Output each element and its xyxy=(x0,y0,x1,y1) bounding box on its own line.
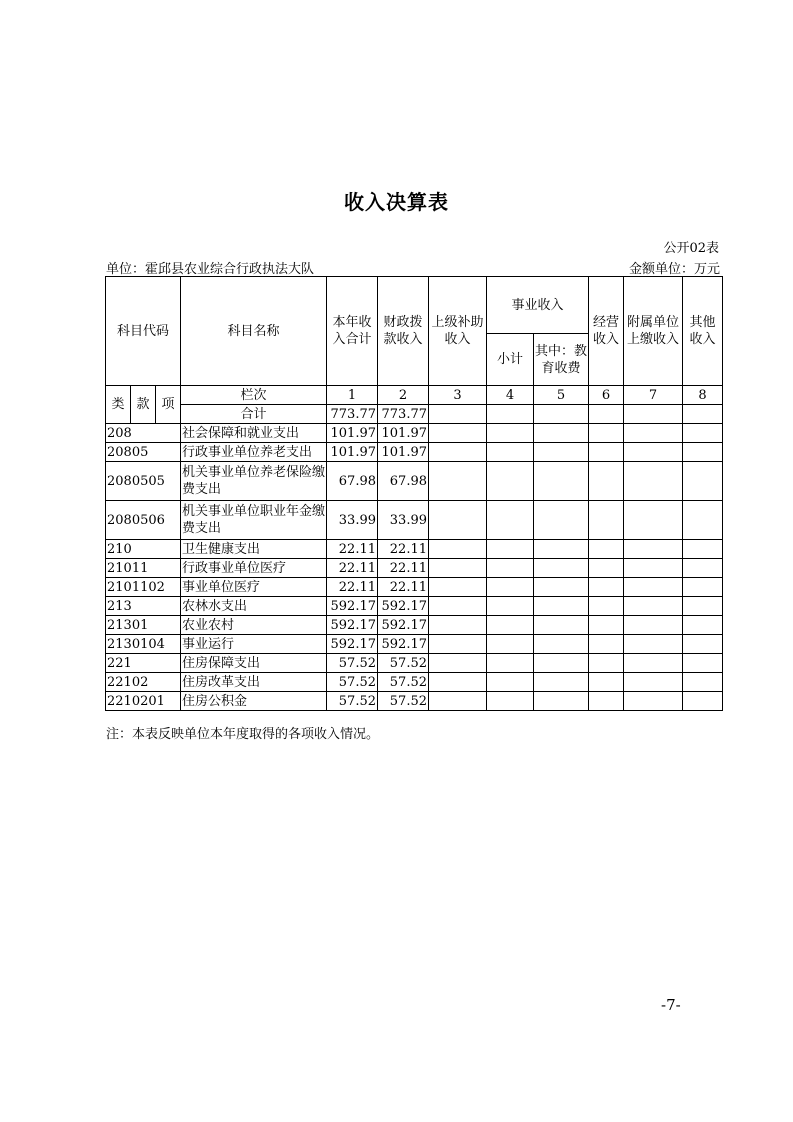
empty-cell xyxy=(534,616,589,635)
empty-cell xyxy=(683,692,723,711)
column-number: 2 xyxy=(378,386,429,405)
empty-cell xyxy=(487,654,534,673)
column-number: 8 xyxy=(683,386,723,405)
empty-cell xyxy=(683,673,723,692)
header-operating-income: 经营收入 xyxy=(589,277,624,386)
empty-cell xyxy=(683,424,723,443)
total-income-value: 773.77 xyxy=(327,405,378,424)
empty-cell xyxy=(624,462,683,501)
empty-cell xyxy=(589,443,624,462)
column-number: 7 xyxy=(624,386,683,405)
header-affiliated-income: 附属单位上缴收入 xyxy=(624,277,683,386)
table-row xyxy=(106,578,723,597)
subject-name-cell: 机关事业单位养老保险缴费支出 xyxy=(181,462,327,501)
total-income-cell: 33.99 xyxy=(327,501,378,540)
total-income-cell: 22.11 xyxy=(327,559,378,578)
subject-code-cell: 2101102 xyxy=(106,578,181,597)
table-row xyxy=(106,443,723,462)
fiscal-allocation-cell: 22.11 xyxy=(378,578,429,597)
subject-name-cell: 卫生健康支出 xyxy=(181,540,327,559)
subject-code-cell: 213 xyxy=(106,597,181,616)
total-income-cell: 67.98 xyxy=(327,462,378,501)
empty-cell xyxy=(487,597,534,616)
empty-cell xyxy=(534,597,589,616)
empty-cell xyxy=(429,635,487,654)
empty-cell xyxy=(624,559,683,578)
empty-cell xyxy=(534,635,589,654)
form-code: 公开02表 xyxy=(663,241,719,256)
unit-row xyxy=(106,258,720,277)
empty-cell xyxy=(487,578,534,597)
subject-code-cell: 2210201 xyxy=(106,692,181,711)
empty-cell xyxy=(487,443,534,462)
empty-cell xyxy=(624,501,683,540)
subject-code-cell: 2130104 xyxy=(106,635,181,654)
subject-code-cell: 208 xyxy=(106,424,181,443)
empty-cell xyxy=(683,501,723,540)
table-row xyxy=(106,501,723,540)
footnote: 注：本表反映单位本年度取得的各项收入情况。 xyxy=(106,727,380,742)
header-superior-subsidy: 上级补助收入 xyxy=(429,277,487,386)
empty-cell xyxy=(589,635,624,654)
empty-cell xyxy=(683,654,723,673)
empty-cell xyxy=(624,424,683,443)
fiscal-allocation-cell: 57.52 xyxy=(378,673,429,692)
table-row xyxy=(106,692,723,711)
empty-cell xyxy=(589,501,624,540)
empty-cell xyxy=(429,462,487,501)
header-subtotal: 小计 xyxy=(487,334,534,386)
empty-cell xyxy=(534,501,589,540)
total-income-cell: 592.17 xyxy=(327,616,378,635)
empty-cell xyxy=(589,654,624,673)
subject-name-cell: 事业单位医疗 xyxy=(181,578,327,597)
total-row xyxy=(106,405,723,424)
header-fiscal-allocation: 财政拨款收入 xyxy=(378,277,429,386)
total-income-cell: 592.17 xyxy=(327,635,378,654)
empty-cell xyxy=(624,673,683,692)
subject-name-cell: 农业农村 xyxy=(181,616,327,635)
page-title: 收入决算表 xyxy=(344,190,449,214)
header-category: 类 xyxy=(106,386,131,424)
header-other-income: 其他收入 xyxy=(683,277,723,386)
page-number: -7- xyxy=(661,996,681,1014)
empty-cell xyxy=(534,462,589,501)
empty-cell xyxy=(487,424,534,443)
empty-cell xyxy=(589,597,624,616)
table-row xyxy=(106,540,723,559)
fiscal-allocation-cell: 22.11 xyxy=(378,540,429,559)
empty-cell xyxy=(429,443,487,462)
empty-cell xyxy=(534,424,589,443)
empty-cell xyxy=(534,673,589,692)
empty-cell xyxy=(683,462,723,501)
fiscal-allocation-cell: 101.97 xyxy=(378,443,429,462)
fiscal-allocation-cell: 57.52 xyxy=(378,654,429,673)
subject-code-cell: 210 xyxy=(106,540,181,559)
subject-code-cell: 221 xyxy=(106,654,181,673)
table-row xyxy=(106,462,723,501)
empty-cell xyxy=(487,559,534,578)
empty-cell xyxy=(589,616,624,635)
empty-cell xyxy=(589,462,624,501)
table-row xyxy=(106,654,723,673)
empty-cell xyxy=(429,692,487,711)
unit-label: 单位：霍邱县农业综合行政执法大队 xyxy=(106,262,315,277)
empty-cell xyxy=(429,597,487,616)
table-body xyxy=(106,424,723,711)
table-row xyxy=(106,673,723,692)
empty-cell xyxy=(534,559,589,578)
empty-cell xyxy=(429,654,487,673)
total-label: 合计 xyxy=(181,405,327,424)
subject-name-cell: 社会保障和就业支出 xyxy=(181,424,327,443)
subject-code-cell: 22102 xyxy=(106,673,181,692)
empty-cell xyxy=(429,616,487,635)
empty-cell xyxy=(683,597,723,616)
empty-cell xyxy=(683,616,723,635)
column-label: 栏次 xyxy=(181,386,327,405)
empty-cell xyxy=(624,616,683,635)
empty-cell xyxy=(429,540,487,559)
fiscal-allocation-cell: 101.97 xyxy=(378,424,429,443)
empty-cell xyxy=(534,692,589,711)
column-number: 4 xyxy=(487,386,534,405)
empty-cell xyxy=(487,635,534,654)
header-subject-name: 科目名称 xyxy=(181,277,327,386)
subject-name-cell: 住房公积金 xyxy=(181,692,327,711)
income-table xyxy=(105,276,723,711)
empty-cell xyxy=(589,424,624,443)
empty-cell xyxy=(589,540,624,559)
subject-code-cell: 20805 xyxy=(106,443,181,462)
empty-cell xyxy=(624,635,683,654)
header-total-income: 本年收入合计 xyxy=(327,277,378,386)
empty-cell xyxy=(429,501,487,540)
total-income-cell: 57.52 xyxy=(327,673,378,692)
empty-cell xyxy=(683,578,723,597)
empty-cell xyxy=(624,692,683,711)
column-number: 1 xyxy=(327,386,378,405)
empty-cell xyxy=(429,559,487,578)
subject-name-cell: 事业运行 xyxy=(181,635,327,654)
table-row xyxy=(106,559,723,578)
fiscal-allocation-cell: 22.11 xyxy=(378,559,429,578)
amount-unit-label: 金额单位：万元 xyxy=(628,262,720,277)
table-row xyxy=(106,424,723,443)
empty-cell xyxy=(429,673,487,692)
subject-name-cell: 农林水支出 xyxy=(181,597,327,616)
empty-cell xyxy=(589,692,624,711)
empty-cell xyxy=(487,673,534,692)
fiscal-allocation-cell: 592.17 xyxy=(378,616,429,635)
subject-name-cell: 住房改革支出 xyxy=(181,673,327,692)
subject-name-cell: 行政事业单位养老支出 xyxy=(181,443,327,462)
subject-name-cell: 行政事业单位医疗 xyxy=(181,559,327,578)
table-row xyxy=(106,616,723,635)
column-number: 5 xyxy=(534,386,589,405)
empty-cell xyxy=(683,540,723,559)
total-income-cell: 592.17 xyxy=(327,597,378,616)
empty-cell xyxy=(534,578,589,597)
header-subject-code: 科目代码 xyxy=(106,277,181,386)
empty-cell xyxy=(683,635,723,654)
table-row xyxy=(106,597,723,616)
header-section: 款 xyxy=(131,386,156,424)
total-income-cell: 57.52 xyxy=(327,654,378,673)
empty-cell xyxy=(624,597,683,616)
column-number: 3 xyxy=(429,386,487,405)
total-income-cell: 101.97 xyxy=(327,443,378,462)
empty-cell xyxy=(589,578,624,597)
subject-name-cell: 住房保障支出 xyxy=(181,654,327,673)
header-business-income: 事业收入 xyxy=(487,277,589,334)
total-fiscal-value: 773.77 xyxy=(378,405,429,424)
empty-cell xyxy=(429,578,487,597)
table-row xyxy=(106,635,723,654)
empty-cell xyxy=(429,424,487,443)
column-number: 6 xyxy=(589,386,624,405)
empty-cell xyxy=(624,443,683,462)
empty-cell xyxy=(589,673,624,692)
fiscal-allocation-cell: 57.52 xyxy=(378,692,429,711)
empty-cell xyxy=(534,443,589,462)
empty-cell xyxy=(534,654,589,673)
empty-cell xyxy=(487,692,534,711)
empty-cell xyxy=(683,443,723,462)
empty-cell xyxy=(624,578,683,597)
empty-cell xyxy=(534,540,589,559)
total-income-cell: 22.11 xyxy=(327,578,378,597)
subject-code-cell: 21011 xyxy=(106,559,181,578)
total-income-cell: 101.97 xyxy=(327,424,378,443)
fiscal-allocation-cell: 33.99 xyxy=(378,501,429,540)
fiscal-allocation-cell: 592.17 xyxy=(378,635,429,654)
empty-cell xyxy=(487,501,534,540)
empty-cell xyxy=(683,559,723,578)
empty-cell xyxy=(487,616,534,635)
total-income-cell: 22.11 xyxy=(327,540,378,559)
subject-code-cell: 21301 xyxy=(106,616,181,635)
fiscal-allocation-cell: 592.17 xyxy=(378,597,429,616)
empty-cell xyxy=(487,540,534,559)
subject-name-cell: 机关事业单位职业年金缴费支出 xyxy=(181,501,327,540)
header-item: 项 xyxy=(156,386,181,424)
header-education-fee: 其中：教育收费 xyxy=(534,334,589,386)
empty-cell xyxy=(624,540,683,559)
subject-code-cell: 2080505 xyxy=(106,462,181,501)
table-header xyxy=(106,277,723,424)
fiscal-allocation-cell: 67.98 xyxy=(378,462,429,501)
empty-cell xyxy=(487,462,534,501)
total-income-cell: 57.52 xyxy=(327,692,378,711)
empty-cell xyxy=(589,559,624,578)
subject-code-cell: 2080506 xyxy=(106,501,181,540)
empty-cell xyxy=(624,654,683,673)
